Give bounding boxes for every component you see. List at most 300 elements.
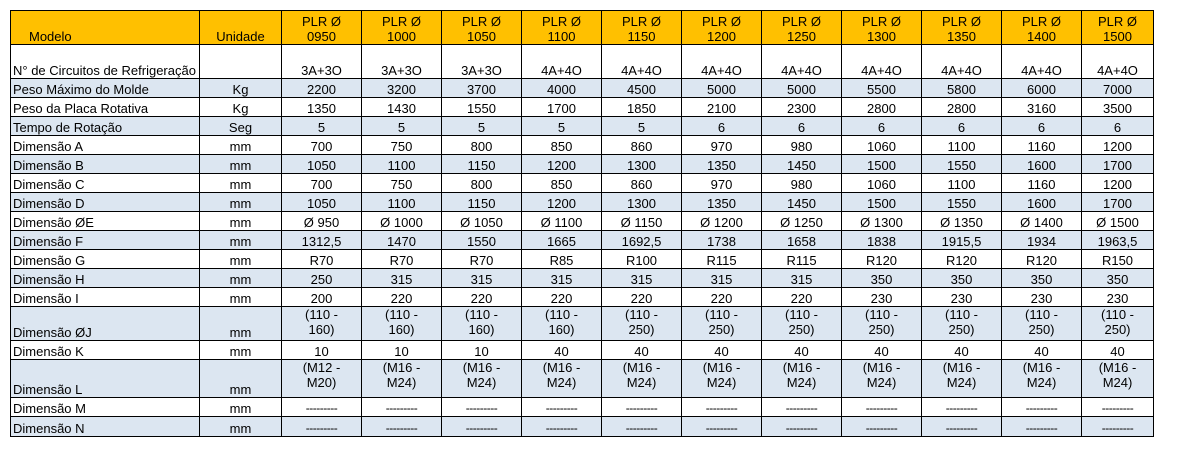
value-cell: 6 [842, 117, 922, 136]
value-cell: --------- [282, 417, 362, 437]
table-row [11, 307, 1154, 341]
value-cell: 5800 [922, 79, 1002, 98]
value-cell: 1100 [922, 174, 1002, 193]
value-cell: 1963,5 [1082, 231, 1154, 250]
value-cell [682, 307, 762, 341]
value-cell: 10 [442, 341, 522, 360]
value-cell: 6 [1002, 117, 1082, 136]
table-row [11, 136, 1154, 155]
row-label: Dimensão K [11, 341, 200, 360]
value-cell: 3200 [362, 79, 442, 98]
value-cell: 1934 [1002, 231, 1082, 250]
model-prefix: PLR Ø [941, 14, 981, 29]
value-line-2: M24) [1102, 375, 1133, 390]
value-line-2: 250) [708, 322, 735, 337]
value-cell: 6 [922, 117, 1002, 136]
value-cell: --------- [1082, 417, 1154, 437]
value-cell: Ø 1350 [922, 212, 1002, 231]
value-line-1: (M16 - [782, 360, 821, 375]
model-size: 1200 [707, 29, 736, 44]
value-cell: --------- [522, 398, 602, 417]
table-row [11, 98, 1154, 117]
value-cell: 6 [1082, 117, 1154, 136]
value-cell: 1550 [922, 193, 1002, 212]
value-cell: --------- [362, 417, 442, 437]
value-line-1: (110 - [865, 307, 898, 322]
value-cell: 1100 [362, 193, 442, 212]
value-cell: 315 [362, 269, 442, 288]
value-cell: 230 [1082, 288, 1154, 307]
value-cell: --------- [442, 398, 522, 417]
value-cell: 3A+3O [282, 45, 362, 79]
value-cell: 1915,5 [922, 231, 1002, 250]
value-cell [362, 307, 442, 341]
value-cell: 5 [442, 117, 522, 136]
value-cell: 350 [842, 269, 922, 288]
value-cell: 315 [442, 269, 522, 288]
value-cell [282, 307, 362, 341]
value-cell: 970 [682, 136, 762, 155]
value-cell: --------- [1002, 398, 1082, 417]
value-cell: 250 [282, 269, 362, 288]
model-size: 1050 [467, 29, 496, 44]
model-size: 1400 [1027, 29, 1056, 44]
specification-table [10, 10, 1154, 437]
value-cell: 40 [1002, 341, 1082, 360]
value-cell [1082, 307, 1154, 341]
value-cell: 1450 [762, 155, 842, 174]
value-cell: 1600 [1002, 155, 1082, 174]
table-row [11, 79, 1154, 98]
value-line-1: (M16 - [382, 360, 421, 375]
value-cell: 1350 [682, 155, 762, 174]
value-cell: 1350 [682, 193, 762, 212]
row-unit: Kg [200, 98, 282, 117]
table-body [11, 11, 1154, 437]
value-cell: 1550 [442, 98, 522, 117]
model-size: 1250 [787, 29, 816, 44]
model-size: 1150 [627, 29, 656, 44]
value-cell: 1500 [842, 193, 922, 212]
value-line-2: M20) [306, 375, 337, 390]
value-cell [362, 360, 442, 398]
value-cell: Ø 1100 [522, 212, 602, 231]
value-cell: 1550 [442, 231, 522, 250]
value-cell: 700 [282, 136, 362, 155]
model-prefix: PLR Ø [541, 14, 581, 29]
value-cell: 40 [602, 341, 682, 360]
value-cell: --------- [1082, 398, 1154, 417]
value-cell: 1658 [762, 231, 842, 250]
value-cell: 860 [602, 174, 682, 193]
value-cell: 1200 [522, 155, 602, 174]
row-label: Dimensão D [11, 193, 200, 212]
row-unit: mm [200, 155, 282, 174]
header-model-label: Modelo [11, 11, 200, 45]
value-cell [602, 360, 682, 398]
header-model-cell [362, 11, 442, 45]
header-model-cell [842, 11, 922, 45]
table-row [11, 269, 1154, 288]
model-prefix: PLR Ø [461, 14, 501, 29]
value-cell: 1100 [922, 136, 1002, 155]
value-cell: 1450 [762, 193, 842, 212]
model-prefix: PLR Ø [301, 14, 341, 29]
value-line-2: M24) [1026, 375, 1057, 390]
value-cell: 220 [522, 288, 602, 307]
row-unit [200, 45, 282, 79]
value-line-1: (M16 - [942, 360, 981, 375]
value-cell: 1838 [842, 231, 922, 250]
value-cell: 10 [282, 341, 362, 360]
row-unit: mm [200, 212, 282, 231]
value-line-2: 250) [628, 322, 655, 337]
value-cell: R120 [842, 250, 922, 269]
value-cell: 5 [602, 117, 682, 136]
model-prefix: PLR Ø [1021, 14, 1061, 29]
value-cell [762, 360, 842, 398]
value-cell: 2300 [762, 98, 842, 117]
value-cell: 2800 [842, 98, 922, 117]
value-cell: --------- [442, 417, 522, 437]
row-unit: mm [200, 193, 282, 212]
row-unit: mm [200, 417, 282, 437]
value-cell [1082, 360, 1154, 398]
value-cell: Ø 1050 [442, 212, 522, 231]
value-cell: 1550 [922, 155, 1002, 174]
row-unit: mm [200, 269, 282, 288]
header-model-cell [442, 11, 522, 45]
value-cell: 3A+3O [442, 45, 522, 79]
header-model-cell [282, 11, 362, 45]
value-cell: 1060 [842, 174, 922, 193]
value-line-2: M24) [946, 375, 977, 390]
value-cell: Ø 1200 [682, 212, 762, 231]
value-line-1: (M16 - [1098, 360, 1137, 375]
value-cell: 4A+4O [682, 45, 762, 79]
table-row [11, 174, 1154, 193]
row-label: Dimensão C [11, 174, 200, 193]
value-cell: 750 [362, 174, 442, 193]
value-cell: --------- [522, 417, 602, 437]
value-cell: 5500 [842, 79, 922, 98]
row-label: Dimensão I [11, 288, 200, 307]
value-cell: R70 [362, 250, 442, 269]
value-cell: 1200 [1082, 136, 1154, 155]
value-cell: 4A+4O [1002, 45, 1082, 79]
header-row [11, 11, 1154, 45]
value-cell [522, 360, 602, 398]
value-cell: 230 [842, 288, 922, 307]
value-line-2: M24) [546, 375, 577, 390]
value-cell: R120 [922, 250, 1002, 269]
value-line-1: (110 - [465, 307, 498, 322]
value-cell: Ø 1250 [762, 212, 842, 231]
row-label: Peso Máximo do Molde [11, 79, 200, 98]
table-row [11, 155, 1154, 174]
value-cell: 1700 [522, 98, 602, 117]
header-model-cell [522, 11, 602, 45]
value-cell: 4500 [602, 79, 682, 98]
table-row [11, 212, 1154, 231]
value-cell: Ø 1000 [362, 212, 442, 231]
value-cell: 40 [842, 341, 922, 360]
table-row [11, 250, 1154, 269]
row-unit: mm [200, 136, 282, 155]
value-cell: 4A+4O [522, 45, 602, 79]
model-prefix: PLR Ø [861, 14, 901, 29]
value-cell: 1850 [602, 98, 682, 117]
value-cell: 1160 [1002, 174, 1082, 193]
value-cell: 1200 [1082, 174, 1154, 193]
value-cell: 220 [602, 288, 682, 307]
value-line-1: (110 - [545, 307, 578, 322]
value-cell: 750 [362, 136, 442, 155]
value-cell [842, 307, 922, 341]
value-cell: R115 [682, 250, 762, 269]
row-label: Dimensão L [11, 360, 200, 398]
value-cell [842, 360, 922, 398]
value-line-1: (110 - [705, 307, 738, 322]
value-cell: 3160 [1002, 98, 1082, 117]
value-cell: 350 [922, 269, 1002, 288]
value-cell: 1050 [282, 193, 362, 212]
value-cell: 980 [762, 136, 842, 155]
value-cell: R100 [602, 250, 682, 269]
value-cell: 1160 [1002, 136, 1082, 155]
value-cell: 40 [762, 341, 842, 360]
value-cell: 220 [762, 288, 842, 307]
header-model-cell [602, 11, 682, 45]
value-cell: --------- [922, 398, 1002, 417]
value-cell: 1600 [1002, 193, 1082, 212]
value-cell: R70 [442, 250, 522, 269]
value-cell [522, 307, 602, 341]
value-line-1: (M16 - [862, 360, 901, 375]
row-unit: mm [200, 360, 282, 398]
value-cell: 220 [442, 288, 522, 307]
table-row [11, 45, 1154, 79]
value-cell: 1060 [842, 136, 922, 155]
row-unit: Seg [200, 117, 282, 136]
value-cell: 200 [282, 288, 362, 307]
value-cell: 2200 [282, 79, 362, 98]
value-cell: 10 [362, 341, 442, 360]
value-cell: 315 [682, 269, 762, 288]
row-label: Dimensão M [11, 398, 200, 417]
model-size: 1300 [867, 29, 896, 44]
table-row [11, 193, 1154, 212]
table-row [11, 360, 1154, 398]
value-cell: 6 [762, 117, 842, 136]
row-unit: mm [200, 341, 282, 360]
value-cell: 40 [922, 341, 1002, 360]
value-cell: Ø 1300 [842, 212, 922, 231]
value-cell: 800 [442, 174, 522, 193]
value-cell: 5 [362, 117, 442, 136]
row-unit: mm [200, 288, 282, 307]
value-cell: 970 [682, 174, 762, 193]
value-cell [762, 307, 842, 341]
value-cell: 3700 [442, 79, 522, 98]
value-cell: 5000 [762, 79, 842, 98]
row-unit: mm [200, 231, 282, 250]
value-line-2: 160) [308, 322, 335, 337]
value-cell: --------- [762, 417, 842, 437]
value-cell [1002, 360, 1082, 398]
value-cell: --------- [602, 398, 682, 417]
row-unit: Kg [200, 79, 282, 98]
value-cell: R115 [762, 250, 842, 269]
value-line-1: (110 - [1025, 307, 1058, 322]
row-unit: mm [200, 174, 282, 193]
value-cell: 1300 [602, 193, 682, 212]
value-cell: 850 [522, 174, 602, 193]
value-line-2: M24) [466, 375, 497, 390]
value-cell: 1500 [842, 155, 922, 174]
model-size: 1350 [947, 29, 976, 44]
value-cell: 4A+4O [762, 45, 842, 79]
model-size: 1500 [1103, 29, 1132, 44]
value-line-2: 250) [1028, 322, 1055, 337]
value-cell: 40 [682, 341, 762, 360]
value-cell: 350 [1002, 269, 1082, 288]
value-line-2: 250) [868, 322, 895, 337]
value-cell: 1300 [602, 155, 682, 174]
value-cell: 1200 [522, 193, 602, 212]
table-row [11, 417, 1154, 437]
value-cell: --------- [842, 398, 922, 417]
value-cell [922, 307, 1002, 341]
header-unit-label: Unidade [200, 11, 282, 45]
value-cell [442, 360, 522, 398]
value-cell: 4A+4O [1082, 45, 1154, 79]
value-line-2: M24) [786, 375, 817, 390]
value-cell: Ø 1400 [1002, 212, 1082, 231]
value-cell: 3A+3O [362, 45, 442, 79]
row-label: Dimensão G [11, 250, 200, 269]
value-line-1: (M16 - [1022, 360, 1061, 375]
value-cell: 1700 [1082, 193, 1154, 212]
value-cell: 1150 [442, 193, 522, 212]
value-cell: 220 [362, 288, 442, 307]
value-cell: 1430 [362, 98, 442, 117]
table-row [11, 398, 1154, 417]
value-cell: 350 [1082, 269, 1154, 288]
table-row [11, 117, 1154, 136]
table-row [11, 341, 1154, 360]
model-prefix: PLR Ø [621, 14, 661, 29]
table-row [11, 288, 1154, 307]
row-label: Dimensão H [11, 269, 200, 288]
value-line-1: (M12 - [302, 360, 341, 375]
model-prefix: PLR Ø [1097, 14, 1137, 29]
value-cell: 3500 [1082, 98, 1154, 117]
value-line-1: (M16 - [702, 360, 741, 375]
row-label: Dimensão A [11, 136, 200, 155]
value-cell: 4A+4O [922, 45, 1002, 79]
table-row [11, 231, 1154, 250]
row-label: Dimensão ØJ [11, 307, 200, 341]
value-cell: 6000 [1002, 79, 1082, 98]
row-label: Tempo de Rotação [11, 117, 200, 136]
value-cell: Ø 1500 [1082, 212, 1154, 231]
value-line-2: M24) [626, 375, 657, 390]
value-cell: --------- [842, 417, 922, 437]
value-cell [682, 360, 762, 398]
value-line-1: (110 - [305, 307, 338, 322]
value-cell: 1738 [682, 231, 762, 250]
value-cell: 1700 [1082, 155, 1154, 174]
value-line-1: (M16 - [462, 360, 501, 375]
header-model-cell [762, 11, 842, 45]
value-cell: 1470 [362, 231, 442, 250]
row-label: Dimensão N [11, 417, 200, 437]
value-cell: R85 [522, 250, 602, 269]
value-cell [922, 360, 1002, 398]
value-cell: 4A+4O [842, 45, 922, 79]
value-line-2: M24) [866, 375, 897, 390]
value-cell: 315 [522, 269, 602, 288]
value-cell: 5000 [682, 79, 762, 98]
row-unit: mm [200, 307, 282, 341]
value-line-1: (M16 - [622, 360, 661, 375]
value-cell: Ø 1150 [602, 212, 682, 231]
value-cell: 230 [922, 288, 1002, 307]
value-cell: R150 [1082, 250, 1154, 269]
value-cell [442, 307, 522, 341]
value-cell: 2800 [922, 98, 1002, 117]
value-line-1: (110 - [945, 307, 978, 322]
value-cell: 4A+4O [602, 45, 682, 79]
value-cell: 7000 [1082, 79, 1154, 98]
value-cell: 315 [762, 269, 842, 288]
value-cell: --------- [922, 417, 1002, 437]
value-line-2: 160) [388, 322, 415, 337]
value-cell: 1150 [442, 155, 522, 174]
value-cell: 40 [522, 341, 602, 360]
model-prefix: PLR Ø [781, 14, 821, 29]
model-prefix: PLR Ø [701, 14, 741, 29]
value-cell: --------- [1002, 417, 1082, 437]
value-cell [282, 360, 362, 398]
value-cell: 1350 [282, 98, 362, 117]
value-cell: --------- [682, 417, 762, 437]
value-cell: 5 [282, 117, 362, 136]
value-cell: --------- [762, 398, 842, 417]
value-line-1: (110 - [1101, 307, 1134, 322]
value-cell [602, 307, 682, 341]
value-cell: 2100 [682, 98, 762, 117]
value-line-2: 160) [548, 322, 575, 337]
value-cell: 4000 [522, 79, 602, 98]
value-cell: --------- [362, 398, 442, 417]
value-cell: 6 [682, 117, 762, 136]
header-model-cell [1082, 11, 1154, 45]
value-line-2: 250) [1104, 322, 1131, 337]
value-cell: Ø 950 [282, 212, 362, 231]
row-label: N° de Circuitos de Refrigeração [11, 45, 200, 79]
value-line-2: 250) [948, 322, 975, 337]
value-cell: 860 [602, 136, 682, 155]
model-size: 0950 [307, 29, 336, 44]
value-line-2: M24) [706, 375, 737, 390]
row-label: Peso da Placa Rotativa [11, 98, 200, 117]
value-cell: --------- [282, 398, 362, 417]
model-prefix: PLR Ø [381, 14, 421, 29]
value-cell: 1692,5 [602, 231, 682, 250]
value-line-2: M24) [386, 375, 417, 390]
